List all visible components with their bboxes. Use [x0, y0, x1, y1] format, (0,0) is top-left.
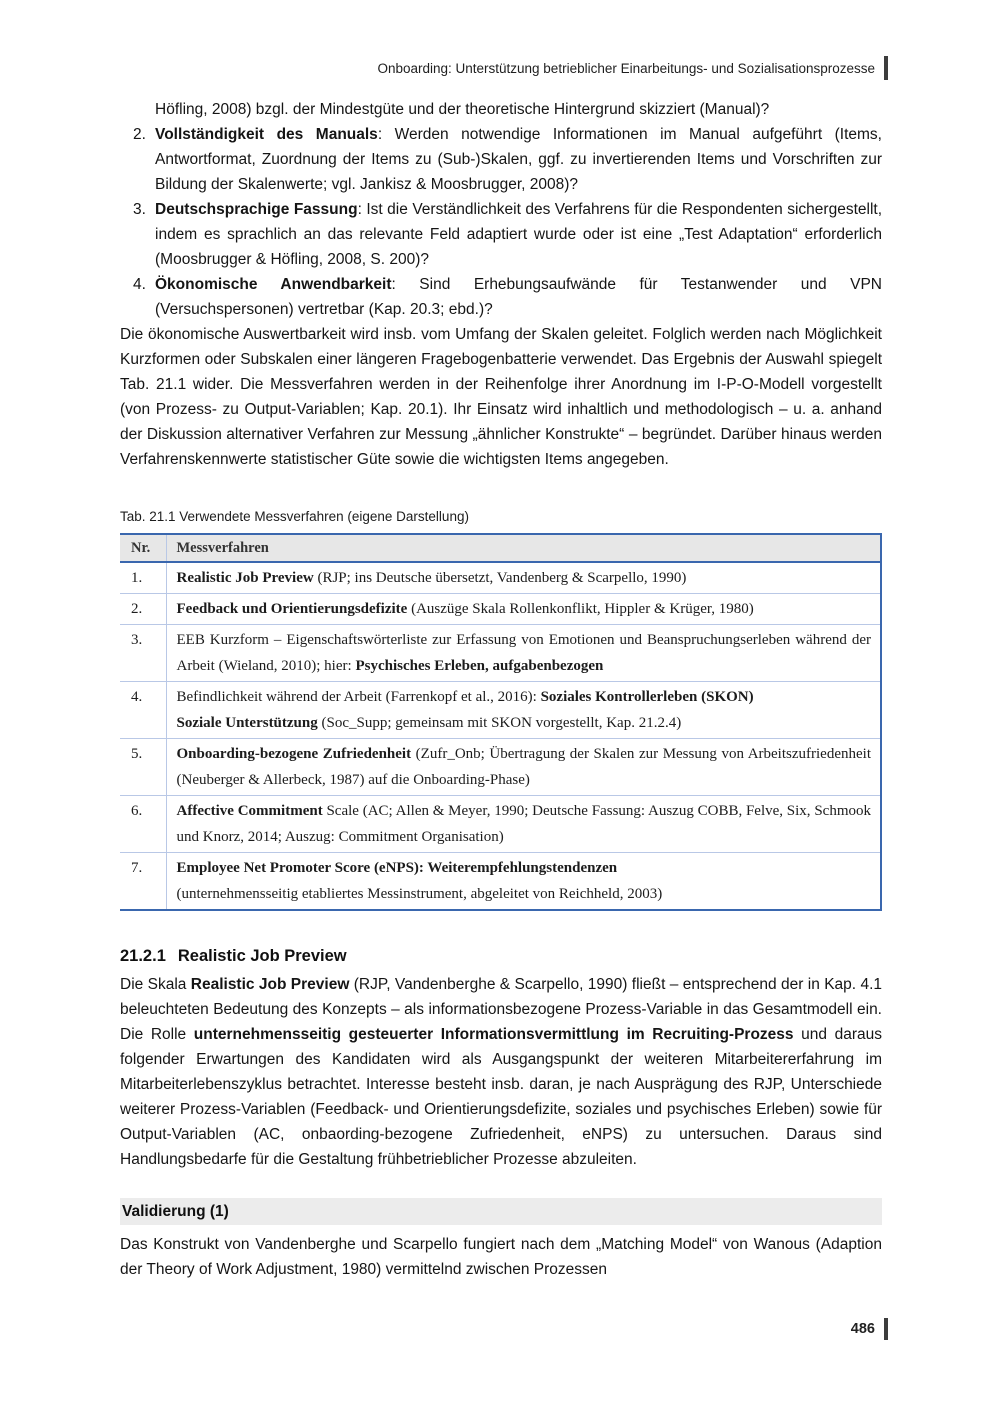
table-row — [120, 625, 881, 682]
table-caption: Tab. 21.1 Verwendete Messverfahren (eigene Darstellung) — [120, 509, 469, 524]
list-item-4 — [120, 272, 882, 322]
row-number: 6. — [120, 796, 166, 853]
table-row — [120, 594, 881, 625]
row-number: 5. — [120, 739, 166, 796]
row-content: Affective Commitment Scale (AC; Allen & Meyer, 1990; Deutsche Fassung: Auszug COBB, Felve, Six, Schmook und Knorz, 2014; Auszug: Commitment Organisation) — [166, 796, 881, 853]
validation-heading: Validierung (1) — [120, 1198, 882, 1225]
list-item-3 — [120, 197, 882, 272]
list-item-text: Vollständigkeit des Manuals: Werden notwendige Informationen im Manual aufgeführt (Items, Antwortformat, Zuordnung der Items zu (Sub-)Skalen, ggf. zu invertierenden Items und Vorschriften zur Bildung der Skalenwerte; vgl. Jankisz & Moosbrugger, 2008)? — [155, 126, 882, 193]
running-header-title: Onboarding: Unterstützung betrieblicher Einarbeitungs- und Sozialisationsprozesse — [377, 60, 875, 76]
section-title: Realistic Job Preview — [177, 947, 347, 965]
header-rule — [884, 56, 888, 80]
paragraph-validation: Das Konstrukt von Vandenberghe und Scarpello fungiert nach dem „Matching Model“ von Wanous (Adaption der Theory of Work Adjustment, 1980) vermittelnd zwischen Prozessen — [120, 1236, 882, 1278]
list-item-2 — [120, 122, 882, 197]
row-content: Feedback und Orientierungsdefizite (Auszüge Skala Rollenkonflikt, Hippler & Krüger, 1980) — [166, 594, 881, 625]
column-header-messverfahren: Messverfahren — [166, 534, 881, 562]
row-content: Realistic Job Preview (RJP; ins Deutsche übersetzt, Vandenberg & Scarpello, 1990) — [166, 562, 881, 594]
list-item-text: Deutschsprachige Fassung: Ist die Verständlichkeit des Verfahrens für die Respondenten sichergestellt, indem es sprachlich an das relevante Feld adaptiert wurde oder ist eine „Test Adaptation“ erforderlich (Moosbrugger & Höfling, 2008, S. 200)? — [155, 201, 882, 268]
table-row — [120, 853, 881, 911]
table-row — [120, 796, 881, 853]
page-number: 486 — [850, 1321, 875, 1337]
measures-table — [120, 533, 882, 911]
list-item-number: 4. — [133, 276, 146, 293]
row-number: 2. — [120, 594, 166, 625]
row-number: 3. — [120, 625, 166, 682]
section-heading — [120, 947, 882, 966]
row-number: 1. — [120, 562, 166, 594]
footer-rule — [884, 1318, 888, 1340]
list-item-text: Ökonomische Anwendbarkeit: Sind Erhebungsaufwände für Testanwender und VPN (Versuchspersonen) vertretbar (Kap. 20.3; ebd.)? — [155, 276, 882, 318]
page-content — [120, 97, 882, 1282]
list-item-continuation: Höfling, 2008) bzgl. der Mindestgüte und der theoretische Hintergrund skizziert (Manual)? — [155, 101, 770, 118]
row-number: 4. — [120, 682, 166, 739]
page-footer — [120, 1318, 888, 1340]
row-content: EEB Kurzform – Eigenschaftswörterliste zur Erfassung von Emotionen und Beanspruchungserleben während der Arbeit (Wieland, 2010); hier: Psychisches Erleben, aufgabenbezogen — [166, 625, 881, 682]
table-row — [120, 682, 881, 739]
section-number: 21.2.1 — [120, 947, 166, 965]
list-item-number: 3. — [133, 201, 146, 218]
row-number: 7. — [120, 853, 166, 911]
row-content: Befindlichkeit während der Arbeit (Farrenkopf et al., 2016): Soziales Kontrollerleben (SKON) Soziale Unterstützung (Soc_Supp; gemeinsam mit SKON vorgestellt, Kap. 21.2.4) — [166, 682, 881, 739]
row-content: Employee Net Promoter Score (eNPS): Weiterempfehlungstendenzen (unternehmensseitig etabliertes Messinstrument, abgeleitet von Reichheld, 2003) — [176, 860, 663, 902]
table-block — [120, 508, 882, 911]
running-header — [120, 56, 888, 80]
column-header-nr: Nr. — [120, 534, 166, 562]
paragraph-scale-selection: Die ökonomische Auswertbarkeit wird insb. vom Umfang der Skalen geleitet. Folglich werden nach Möglichkeit Kurzformen oder Subskalen einer längeren Fragebogenbatterie verwendet. Das Ergebnis der Auswahl spiegelt Tab. 21.1 wider. Die Messverfahren werden in der Reihenfolge ihrer Anordnung im I-P-O-Modell vorgestellt (von Prozess- zu Output-Variablen; Kap. 20.1). Ihr Einsatz wird inhaltlich und methodologisch – u. a. anhand der Diskussion alternativer Verfahren zur Messung „ähnlicher Konstrukte“ – begründet. Darüber hinaus werden Verfahrenskennwerte statistischer Güte sowie die wichtigsten Items angegeben. — [120, 326, 882, 468]
table-row — [120, 739, 881, 796]
table-header-row — [120, 534, 881, 562]
paragraph-rjp: Die Skala Realistic Job Preview (RJP, Vandenberghe & Scarpello, 1990) fließt – entsprechend der in Kap. 4.1 beleuchteten Bedeutung des Konzepts – als informationsbezogene Prozess-Variable in das Gesamtmodell ein. Die Rolle unternehmensseitig gesteuerter Informationsvermittlung im Recruiting-Prozess und daraus folgender Erwartungen des Kandidaten wird als Ausgangspunkt der weiteren Mitarbeitererfahrung im Mitarbeiterlebenszyklus betrachtet. Interesse besteht insb. daran, je nach Ausprägung des RJP, Unterschiede weiterer Prozess-Variablen (Feedback- und Orientierungsdefizite, soziales und psychisches Erleben) sowie für Output-Variablen (AC, onbaording-bezogene Zufriedenheit, eNPS) zu untersuchen. Daraus sind Handlungsbedarfe für die Gestaltung frühbetrieblicher Prozesse abzuleiten. — [120, 976, 882, 1168]
table-row — [120, 562, 881, 594]
row-content: Onboarding-bezogene Zufriedenheit (Zufr_Onb; Übertragung der Skalen zur Messung von Arbeitszufriedenheit (Neuberger & Allerbeck, 1987) auf die Onboarding-Phase) — [166, 739, 881, 796]
list-item-number: 2. — [133, 126, 146, 143]
